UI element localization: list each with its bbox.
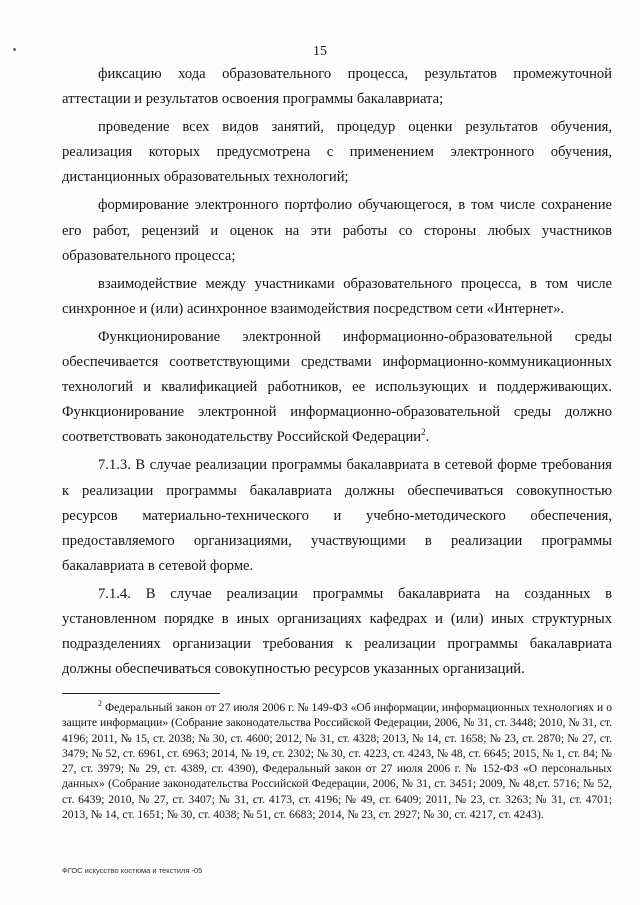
body-text (62, 62, 612, 682)
paragraph-fixation: фиксацию хода образовательного процесса, результатов промежуточной аттестации и результатов освоения программы бакалавриата; (62, 66, 612, 108)
paragraph-functioning-text: Функционирование электронной информационно-образовательной среды обеспечивается соответствующими средствами информационно-коммуникационных технологий и квалификацией работников, ее использующих и поддерживающих. Функционирование электронной информационно-образовательной среды должно соответствовать законодательству Российской Федерации (62, 328, 612, 446)
footnote-reference: 2 (421, 427, 426, 438)
page-number: 15 (313, 44, 327, 59)
paragraph-functioning-tail: . (425, 429, 430, 446)
paragraph-7-1-3: 7.1.3. В случае реализации программы бакалавриата в сетевой форме требования к реализации программы бакалавриата должны обеспечиваться совокупностью ресурсов материально-технического и учебно-методического обеспечения, предоставляемого организациями, участвующими в реализации программы бакалавриата в сетевой форме. (62, 457, 612, 574)
paragraph-7-1-4: 7.1.4. В случае реализации программы бакалавриата на созданных в установленном порядке в иных организациях кафедрах и (или) иных структурных подразделениях организации требования к реализации программы бакалавриата должны обеспечиваться совокупностью ресурсов указанных организаций. (62, 585, 612, 678)
paragraph-interaction: взаимодействие между участниками образовательного процесса, в том числе синхронное и (или) асинхронное взаимодействия посредством сети «Интернет». (62, 275, 612, 317)
footnote-marker: 2 (98, 699, 102, 709)
footnote (62, 700, 612, 822)
paragraph-classes: проведение всех видов занятий, процедур оценки результатов обучения, реализация которых предусмотрена с применением электронного обучения, дистанционных образовательных технологий; (62, 119, 612, 186)
paragraph-portfolio: формирование электронного портфолио обучающегося, в том числе сохранение его работ, рецензий и оценок на эти работы со стороны любых участников образовательного процесса; (62, 197, 612, 264)
footnote-divider (62, 693, 220, 694)
paragraph-functioning (62, 325, 612, 450)
footnote-text: Федеральный закон от 27 июля 2006 г. № 149-ФЗ «Об информации, информационных технологиях и о защите информации» (Собрание законодательства Российской Федерации, 2006, № 31, ст. 3448; 2010, № 31, ст. 4196; 2011, № 15, ст. 2038; № 30, ст. 4600; 2012, № 31, ст. 4328; 2013, № 14, ст. 1658; № 23, ст. 2870; № 27, ст. 3479; № 52, ст. 6961, ст. 6963; 2014, № 19, ст. 2302; № 30, ст. 4223, ст. 4243, № 48, ст. 6645; 2015, № 1, ст. 84; № 27, ст. 3979; № 29, ст. 4389, ст. 4390), Федеральный закон от 27 июля 2006 г. № 152-ФЗ «О персональных данных» (Собрание законодательства Российской Федерации, 2006, № 31, ст. 3451; 2009, № 48,ст. 5716; № 52, ст. 6439; 2010, № 27, ст. 3407; № 31, ст. 4173, ст. 4196; № 49, ст. 6409; 2011, № 23, ст. 3263; № 31, ст. 4701; 2013, № 14, ст. 1651; № 30, ст. 4038; № 51, ст. 6683; 2014, № 23, ст. 2927; № 30, ст. 4217, ст. 4243). (62, 701, 612, 822)
page-footer: ФГОС искусство костюма и текстиля -05 (62, 866, 203, 875)
